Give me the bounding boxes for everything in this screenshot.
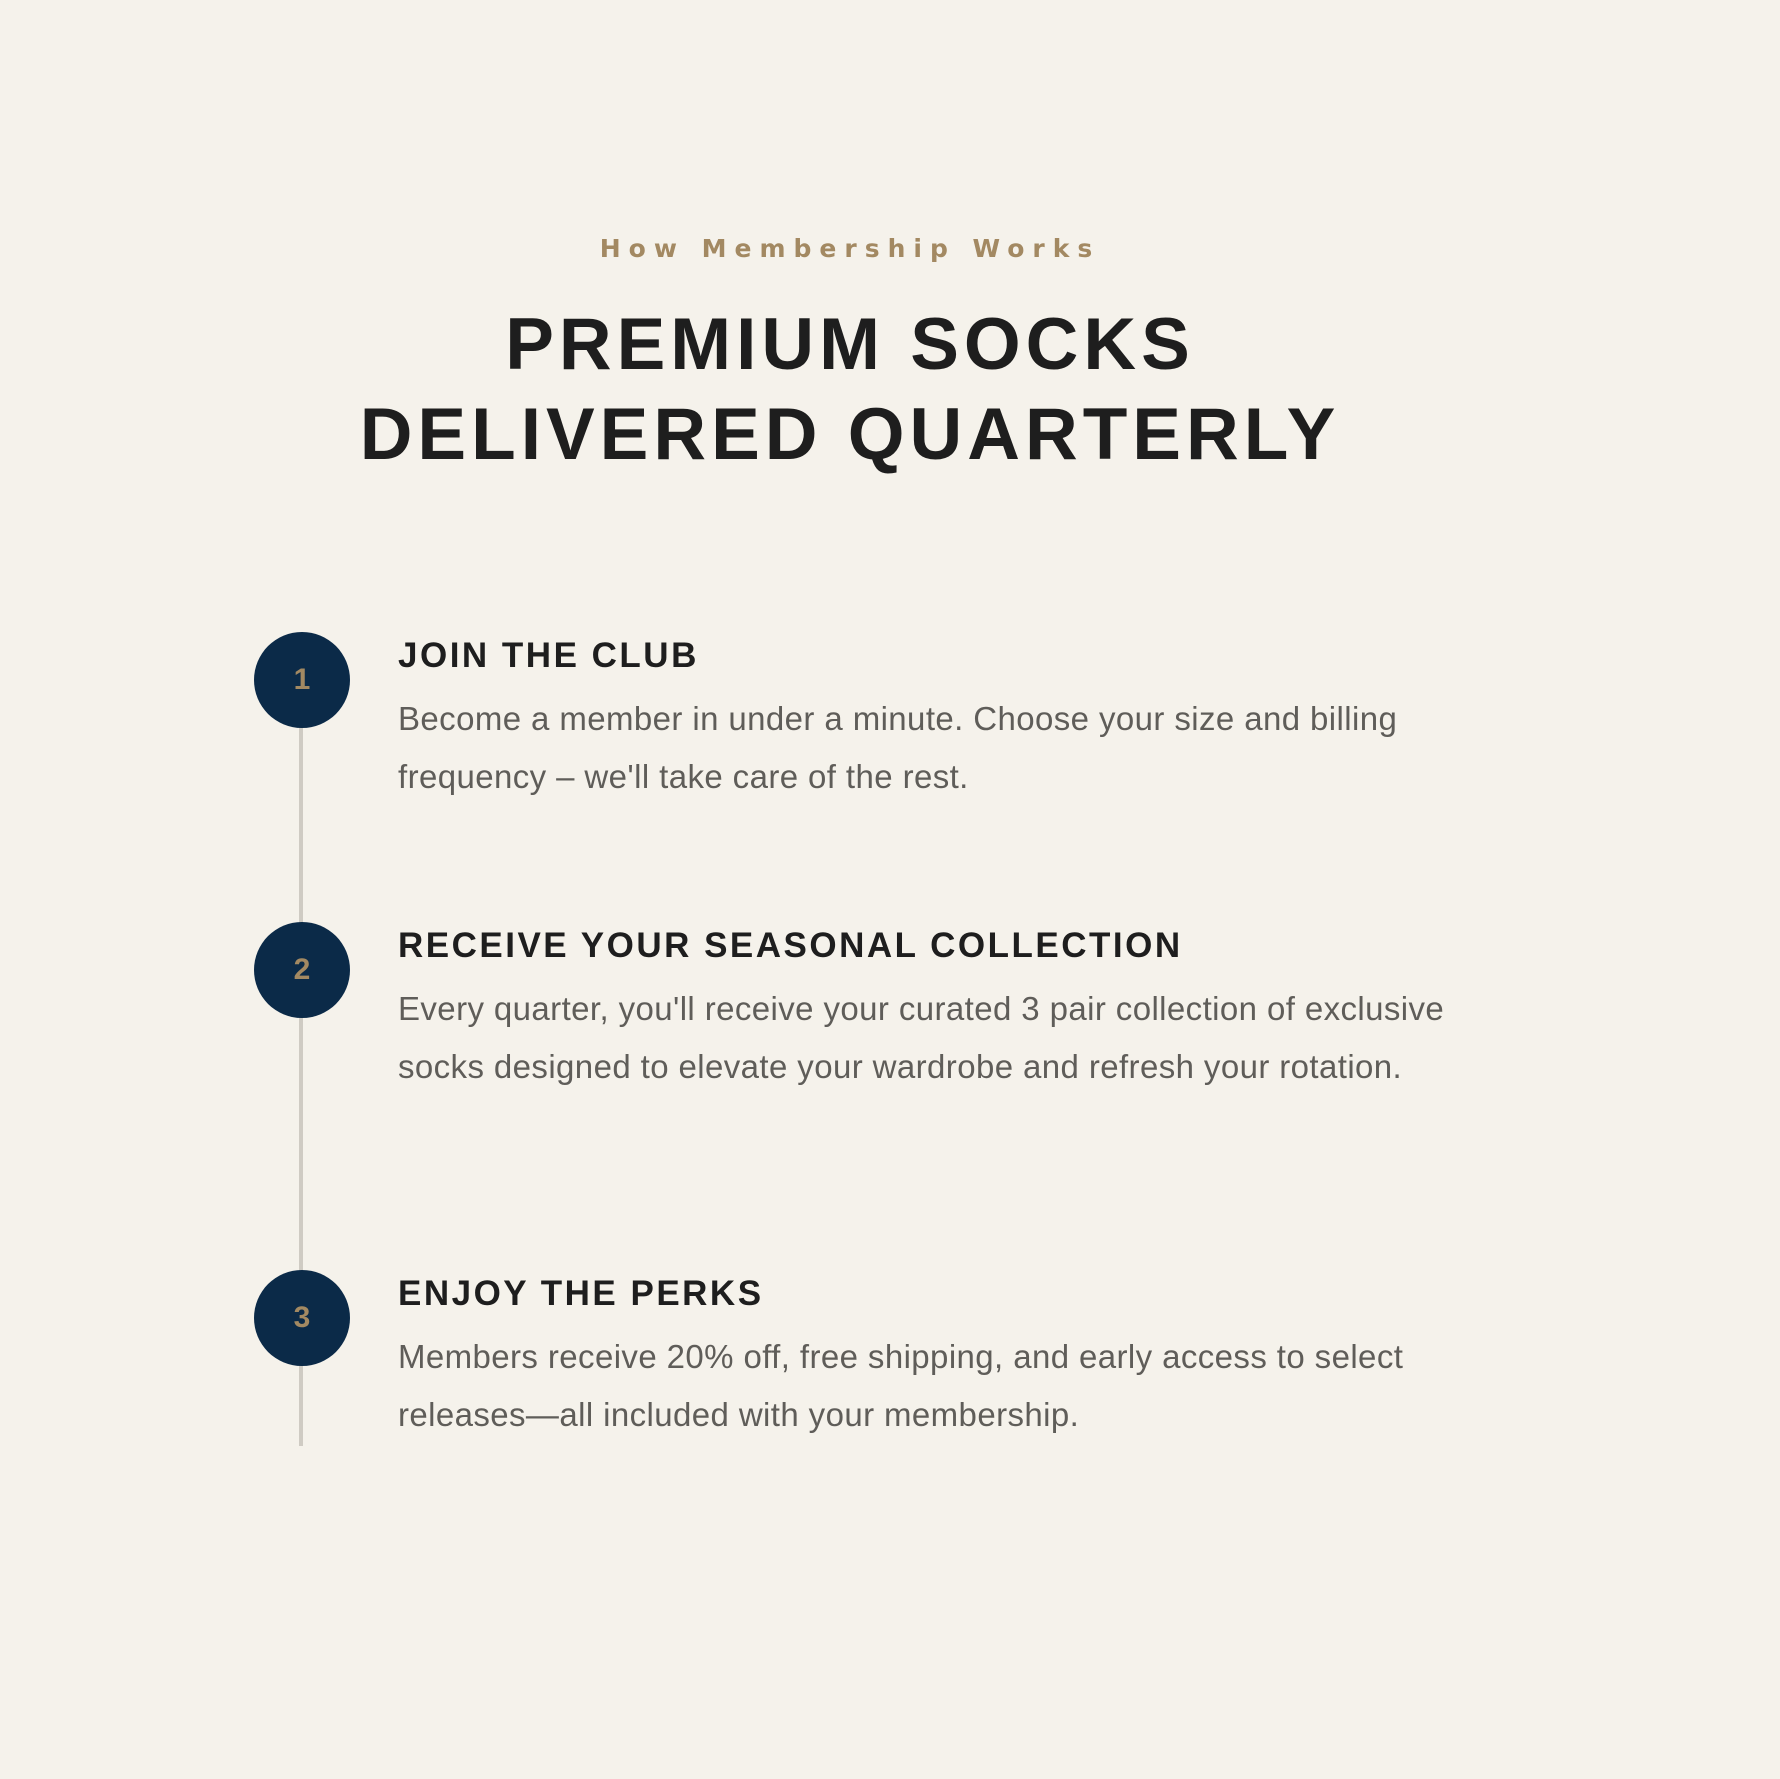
step-title: RECEIVE YOUR SEASONAL COLLECTION (398, 926, 1183, 965)
step-title: ENJOY THE PERKS (398, 1274, 764, 1313)
page-title (0, 300, 1700, 480)
step-description: Become a member in under a minute. Choose your size and billing frequency – we'll take care of the rest. (398, 700, 1398, 795)
page-title-line-1: PREMIUM SOCKS (505, 304, 1195, 385)
step-title: JOIN THE CLUB (398, 636, 699, 675)
step-number-badge: 1 (254, 632, 350, 728)
section-eyebrow: How Membership Works (599, 234, 1101, 263)
page-title-line-2: DELIVERED QUARTERLY (359, 394, 1341, 475)
step-number-badge: 3 (254, 1270, 350, 1366)
step-number-badge: 2 (254, 922, 350, 1018)
step-description: Members receive 20% off, free shipping, and early access to select releases—all included with your membership. (398, 1338, 1404, 1433)
step-description: Every quarter, you'll receive your curated 3 pair collection of exclusive socks designed to elevate your wardrobe and refresh your rotation. (398, 990, 1445, 1085)
